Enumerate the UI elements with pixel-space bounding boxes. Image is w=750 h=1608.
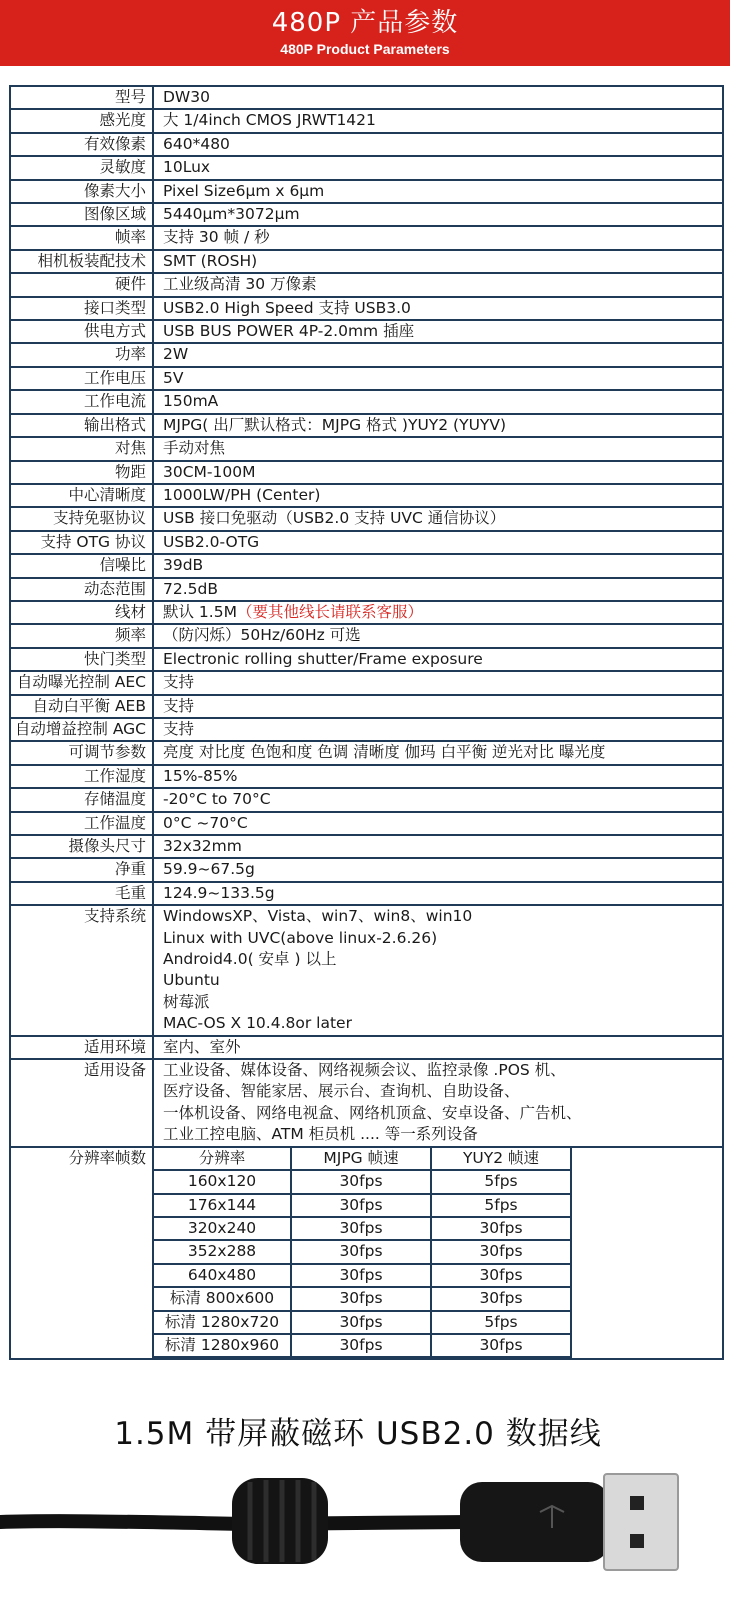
resolution-data-row [154, 1217, 571, 1240]
spec-label: 净重 [11, 859, 154, 880]
resolution-cell: YUY2 帧速 [431, 1148, 571, 1170]
resolution-cell: 320x240 [154, 1217, 291, 1240]
spec-value [154, 649, 722, 670]
spec-row [11, 204, 722, 227]
spec-value [154, 1060, 722, 1146]
spec-value-text: USB 接口免驱动（USB2.0 支持 UVC 通信协议） [163, 509, 506, 528]
spec-value-text: DW30 [163, 88, 210, 106]
spec-value [154, 532, 722, 553]
spec-row [11, 813, 722, 836]
resolution-cell: 160x120 [154, 1170, 291, 1193]
spec-value [154, 719, 722, 740]
spec-label: 线材 [11, 602, 154, 623]
resolution-cell: 5fps [431, 1311, 571, 1334]
spec-label: 物距 [11, 462, 154, 483]
spec-value-text: 手动对焦 [163, 439, 226, 458]
spec-row [11, 696, 722, 719]
spec-label: 自动曝光控制 AEC [11, 672, 154, 693]
spec-row [11, 438, 722, 461]
spec-label: 适用设备 [11, 1060, 154, 1146]
spec-label: 对焦 [11, 438, 154, 459]
spec-value-line: 医疗设备、智能家居、展示台、查询机、自助设备、 [163, 1082, 520, 1101]
spec-row [11, 672, 722, 695]
spec-label: 支持系统 [11, 906, 154, 1034]
spec-label: 帧率 [11, 227, 154, 248]
spec-label: 功率 [11, 344, 154, 365]
resolution-header-row [154, 1148, 571, 1170]
spec-label: 工作电压 [11, 368, 154, 389]
spec-row [11, 87, 722, 110]
spec-value-text: 39dB [163, 556, 204, 575]
spec-value-text: 72.5dB [163, 579, 218, 598]
spec-label: 工作电流 [11, 391, 154, 412]
spec-value-text: Electronic rolling shutter/Frame exposure [163, 649, 483, 668]
spec-value [154, 859, 722, 880]
spec-value [154, 508, 722, 529]
spec-value [154, 813, 722, 834]
spec-label: 可调节参数 [11, 742, 154, 763]
spec-value-text: 室内、室外 [163, 1037, 241, 1056]
resolution-data-row [154, 1311, 571, 1334]
resolution-data-row [154, 1334, 571, 1357]
resolution-cell: 分辨率 [154, 1148, 291, 1170]
spec-label: 灵敏度 [11, 157, 154, 178]
spec-value [154, 883, 722, 904]
spec-value [154, 87, 722, 108]
spec-label: 相机板装配技术 [11, 251, 154, 272]
spec-value [154, 181, 722, 202]
resolution-cell: 352x288 [154, 1240, 291, 1263]
spec-value-text: -20°C to 70°C [163, 790, 271, 809]
spec-value [154, 836, 722, 857]
spec-value [154, 274, 722, 295]
spec-table [9, 85, 724, 1360]
spec-value-text: MJPG( 出厂默认格式：MJPG 格式 )YUY2 (YUYV) [163, 415, 507, 434]
spec-value-text: 15%-85% [163, 766, 238, 785]
spec-row [11, 625, 722, 648]
spec-value [154, 485, 722, 506]
spec-value [154, 415, 722, 436]
spec-value-text: 10Lux [163, 158, 211, 177]
spec-row [11, 368, 722, 391]
spec-label: 供电方式 [11, 321, 154, 342]
spec-row [11, 579, 722, 602]
usb-cable-image [0, 1452, 750, 1608]
resolution-cell: 30fps [291, 1334, 431, 1357]
spec-row [11, 157, 722, 180]
spec-value [154, 134, 722, 155]
spec-value-text: 默认 1.5M [163, 602, 237, 621]
resolution-cell: 30fps [291, 1170, 431, 1193]
spec-row [11, 766, 722, 789]
spec-value-line: MAC-OS X 10.4.8or later [163, 1014, 352, 1033]
resolution-cell: 标清 1280x960 [154, 1334, 291, 1357]
spec-value [154, 321, 722, 342]
spec-label: 自动白平衡 AEB [11, 696, 154, 717]
resolution-data-row [154, 1264, 571, 1287]
spec-value [154, 110, 722, 131]
spec-label: 毛重 [11, 883, 154, 904]
resolution-cell: 5fps [431, 1170, 571, 1193]
spec-value-text: 支持 [163, 696, 195, 715]
spec-value [154, 555, 722, 576]
spec-value-text: 150mA [163, 392, 219, 411]
spec-row [11, 110, 722, 133]
resolution-cell: 30fps [291, 1264, 431, 1287]
spec-value-text: 工业级高清 30 万像素 [163, 275, 317, 294]
resolution-data-row [154, 1240, 571, 1263]
spec-label: 工作温度 [11, 813, 154, 834]
spec-label: 快门类型 [11, 649, 154, 670]
spec-value [154, 344, 722, 365]
spec-row [11, 719, 722, 742]
spec-value-text: 支持 30 帧 / 秒 [163, 228, 270, 247]
spec-row [11, 274, 722, 297]
spec-value-line: Ubuntu [163, 971, 220, 990]
resolution-cell: 标清 1280x720 [154, 1311, 291, 1334]
spec-label: 图像区域 [11, 204, 154, 225]
spec-value-text: （防闪烁）50Hz/60Hz 可选 [163, 626, 361, 645]
spec-value [154, 579, 722, 600]
resolution-cell: 30fps [431, 1264, 571, 1287]
spec-value [154, 462, 722, 483]
spec-value-text: USB2.0 High Speed 支持 USB3.0 [163, 298, 411, 317]
spec-value-line: 工业设备、媒体设备、网络视频会议、监控录像 .POS 机、 [163, 1061, 566, 1080]
resolution-cell: 5fps [431, 1194, 571, 1217]
spec-value-text: Pixel Size6μm x 6μm [163, 181, 325, 200]
resolution-cell: 30fps [291, 1311, 431, 1334]
spec-label: 感光度 [11, 110, 154, 131]
spec-label: 适用环境 [11, 1037, 154, 1058]
spec-value-text: 124.9~133.5g [163, 883, 275, 902]
spec-row [11, 134, 722, 157]
spec-label: 自动增益控制 AGC [11, 719, 154, 740]
spec-value [154, 298, 722, 319]
spec-value-line: Linux with UVC(above linux-2.6.26) [163, 928, 438, 947]
resolution-cell: 30fps [431, 1240, 571, 1263]
spec-row [11, 742, 722, 765]
resolution-cell: 30fps [291, 1240, 431, 1263]
resolution-data-row [154, 1170, 571, 1193]
spec-value [154, 1148, 722, 1359]
resolution-cell: 30fps [291, 1194, 431, 1217]
spec-label: 接口类型 [11, 298, 154, 319]
spec-value [154, 602, 722, 623]
spec-label: 信噪比 [11, 555, 154, 576]
spec-value-text: USB BUS POWER 4P-2.0mm 插座 [163, 322, 415, 341]
cable-title: 1.5M 带屏蔽磁环 USB2.0 数据线 [114, 1416, 602, 1452]
spec-value [154, 906, 722, 1034]
spec-row [11, 321, 722, 344]
spec-value [154, 157, 722, 178]
spec-label: 频率 [11, 625, 154, 646]
spec-value-text: 640*480 [163, 134, 230, 153]
resolution-cell: 30fps [431, 1217, 571, 1240]
spec-value [154, 766, 722, 787]
spec-value-text: 支持 [163, 673, 195, 692]
spec-value-text: 支持 [163, 719, 195, 738]
spec-value-line: 一体机设备、网络电视盒、网络机顶盒、安卓设备、广告机、 [163, 1103, 582, 1122]
spec-row [11, 298, 722, 321]
spec-value-text: 5440μm*3072μm [163, 205, 300, 224]
spec-row [11, 462, 722, 485]
resolution-row [11, 1148, 722, 1359]
spec-value-text: 亮度 对比度 色饱和度 色调 清晰度 伽玛 白平衡 逆光对比 曝光度 [163, 743, 606, 762]
spec-value [154, 251, 722, 272]
spec-value [154, 1037, 722, 1058]
resolution-cell: 30fps [291, 1217, 431, 1240]
spec-value-text: 2W [163, 345, 189, 364]
spec-row [11, 836, 722, 859]
devices-row [11, 1060, 722, 1148]
spec-label: 有效像素 [11, 134, 154, 155]
spec-label: 支持 OTG 协议 [11, 532, 154, 553]
spec-label: 硬件 [11, 274, 154, 295]
resolution-cell: 30fps [431, 1287, 571, 1310]
resolution-cell: 30fps [431, 1334, 571, 1357]
resolution-data-row [154, 1287, 571, 1310]
resolution-cell: 标清 800x600 [154, 1287, 291, 1310]
spec-row [11, 508, 722, 531]
spec-label: 摄像头尺寸 [11, 836, 154, 857]
spec-row [11, 251, 722, 274]
spec-label: 存储温度 [11, 789, 154, 810]
spec-value-text: 59.9~67.5g [163, 860, 255, 879]
spec-value [154, 696, 722, 717]
spec-label: 分辨率帧数 [11, 1148, 154, 1359]
spec-value-line: 工业工控电脑、ATM 柜员机 .... 等一系列设备 [163, 1125, 478, 1144]
spec-row [11, 485, 722, 508]
spec-row [11, 391, 722, 414]
header-banner [0, 0, 730, 66]
resolution-cell: 176x144 [154, 1194, 291, 1217]
spec-label: 中心清晰度 [11, 485, 154, 506]
systems-row [11, 906, 722, 1036]
spec-value [154, 227, 722, 248]
spec-value [154, 625, 722, 646]
spec-value [154, 368, 722, 389]
spec-value-text: 大 1/4inch CMOS JRWT1421 [163, 111, 376, 130]
spec-value-text: 30CM-100M [163, 462, 256, 481]
spec-value [154, 391, 722, 412]
resolution-cell: MJPG 帧速 [291, 1148, 431, 1170]
spec-value [154, 672, 722, 693]
spec-label: 像素大小 [11, 181, 154, 202]
spec-value-line: Android4.0( 安卓 ) 以上 [163, 950, 337, 969]
spec-label: 动态范围 [11, 579, 154, 600]
spec-value [154, 742, 722, 763]
spec-value-text: 0°C ~70°C [163, 813, 248, 832]
resolution-cell: 30fps [291, 1287, 431, 1310]
spec-row [11, 649, 722, 672]
page-title: 480P 产品参数 [271, 8, 459, 38]
spec-value-text: SMT (ROSH) [163, 251, 258, 270]
page-subtitle: 480P Product Parameters [280, 41, 450, 57]
spec-label: 支持免驱协议 [11, 508, 154, 529]
spec-label: 型号 [11, 87, 154, 108]
spec-value-text: 5V [163, 368, 184, 387]
spec-value [154, 204, 722, 225]
spec-value-text: USB2.0-OTG [163, 532, 260, 551]
spec-row [11, 227, 722, 250]
spec-value [154, 438, 722, 459]
spec-row [11, 415, 722, 438]
spec-row [11, 344, 722, 367]
spec-row [11, 859, 722, 882]
spec-row [11, 883, 722, 906]
resolution-table [154, 1148, 572, 1359]
spec-row [11, 532, 722, 555]
spec-note: （要其他线长请联系客服） [236, 602, 423, 621]
spec-value-line: WindowsXP、Vista、win7、win8、win10 [163, 907, 473, 926]
spec-row [11, 555, 722, 578]
resolution-data-row [154, 1194, 571, 1217]
spec-label: 工作湿度 [11, 766, 154, 787]
spec-row [11, 789, 722, 812]
resolution-cell: 640x480 [154, 1264, 291, 1287]
spec-row [11, 602, 722, 625]
spec-value-text: 1000LW/PH (Center) [163, 485, 321, 504]
environment-row [11, 1037, 722, 1060]
spec-value-text: 32x32mm [163, 837, 242, 855]
spec-value-line: 树莓派 [163, 992, 210, 1011]
spec-value [154, 789, 722, 810]
spec-row [11, 181, 722, 204]
spec-label: 输出格式 [11, 415, 154, 436]
